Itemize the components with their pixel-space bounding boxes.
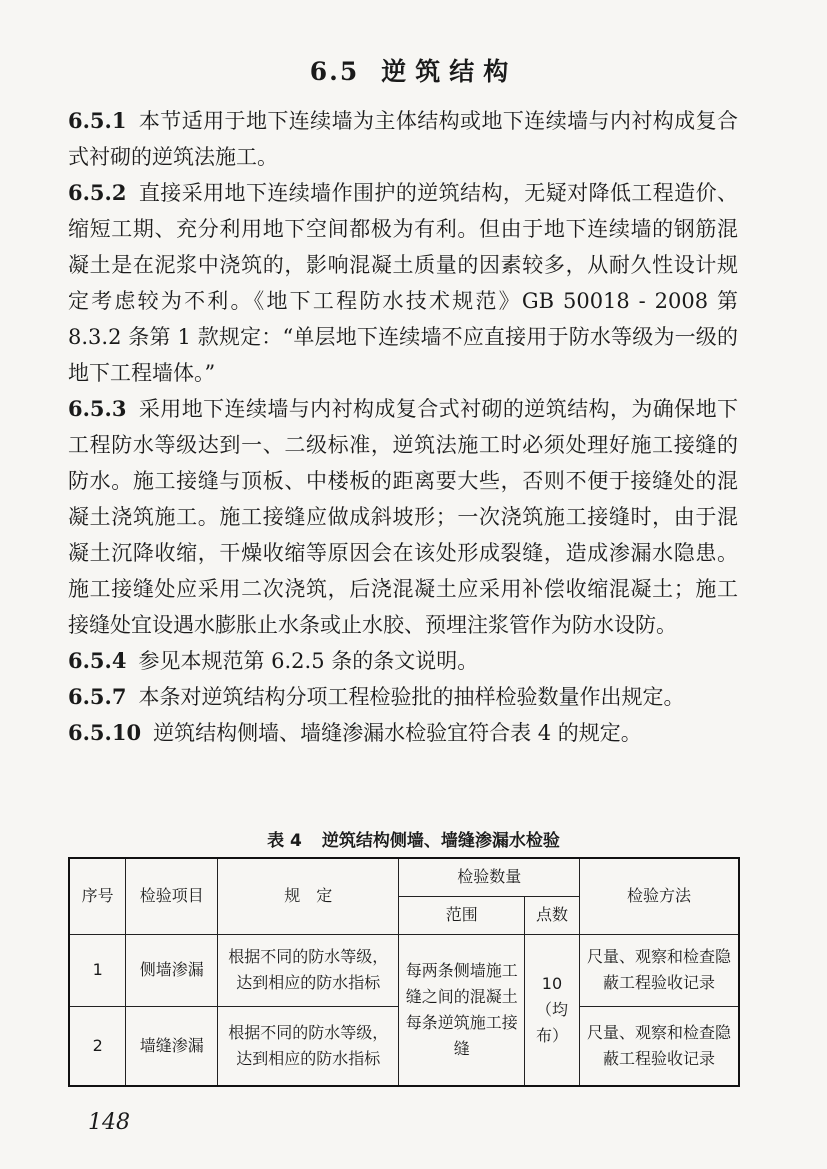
body-text: [68, 103, 738, 751]
header-quantity: 检验数量: [399, 858, 580, 896]
table-header-row: [69, 858, 739, 896]
cell-method: 尺量、观察和检查隐蔽工程验收记录: [579, 1006, 739, 1086]
paragraph-text: 本节适用于地下连续墙为主体结构或地下连续墙与内衬构成复合式衬砌的逆筑法施工。: [68, 109, 738, 169]
clause-number: 6.5.7: [68, 684, 127, 709]
section-title: [0, 52, 827, 88]
cell-seq: 1: [69, 934, 126, 1006]
cell-rule: 根据不同的防水等级，达到相应的防水指标: [218, 1006, 399, 1086]
paragraph: [68, 175, 738, 391]
cell-method: 尺量、观察和检查隐蔽工程验收记录: [579, 934, 739, 1006]
cell-item: 墙缝渗漏: [126, 1006, 218, 1086]
table-caption: [0, 826, 827, 851]
paragraph: [68, 391, 738, 643]
paragraph-text: 直接采用地下连续墙作围护的逆筑结构，无疑对降低工程造价、缩短工期、充分利用地下空间都极为有利。但由于地下连续墙的钢筋混凝土是在泥浆中浇筑的，影响混凝土质量的因素较多，从耐久性设计规定考虑较为不利。《地下工程防水技术规范》GB 50018 - 2008 第 8.3.2 条第 1 款规定：“单层地下连续墙不应直接用于防水等级为一级的地下工程墙体。”: [68, 181, 738, 385]
paragraph: [68, 715, 738, 751]
paragraph: [68, 679, 738, 715]
table-caption-number: 表 4: [267, 831, 302, 851]
header-method: 检验方法: [579, 858, 739, 934]
table-row: [69, 934, 739, 1006]
cell-item: 侧墙渗漏: [126, 934, 218, 1006]
cell-seq: 2: [69, 1006, 126, 1086]
paragraph-text: 逆筑结构侧墙、墙缝渗漏水检验宜符合表 4 的规定。: [153, 721, 642, 745]
paragraph: [68, 103, 738, 175]
clause-number: 6.5.4: [68, 648, 127, 673]
clause-number: 6.5.3: [68, 396, 127, 421]
paragraph-text: 参见本规范第 6.2.5 条的条文说明。: [138, 649, 479, 673]
section-name: 逆筑结构: [381, 57, 518, 86]
clause-number: 6.5.2: [68, 180, 127, 205]
inspection-table: [68, 857, 740, 1087]
header-seq: 序号: [69, 858, 126, 934]
clause-number: 6.5.1: [68, 108, 127, 133]
clause-number: 6.5.10: [68, 720, 142, 745]
header-points: 点数: [525, 896, 580, 934]
page-number: 148: [88, 1110, 130, 1135]
cell-rule: 根据不同的防水等级，达到相应的防水指标: [218, 934, 399, 1006]
paragraph-text: 本条对逆筑结构分项工程检验批的抽样检验数量作出规定。: [138, 685, 685, 709]
header-item: 检验项目: [126, 858, 218, 934]
cell-points: 10（均布）: [525, 934, 580, 1086]
cell-range: 每两条侧墙施工缝之间的混凝土每条逆筑施工接缝: [399, 934, 525, 1086]
paragraph-text: 采用地下连续墙与内衬构成复合式衬砌的逆筑结构，为确保地下工程防水等级达到一、二级标准，逆筑法施工时必须处理好施工接缝的防水。施工接缝与顶板、中楼板的距离要大些，否则不便于接缝处的混凝土浇筑施工。施工接缝应做成斜坡形；一次浇筑施工接缝时，由于混凝土沉降收缩，干燥收缩等原因会在该处形成裂缝，造成渗漏水隐患。施工接缝处应采用二次浇筑，后浇混凝土应采用补偿收缩混凝土；施工接缝处宜设遇水膨胀止水条或止水胶、预埋注浆管作为防水设防。: [68, 397, 738, 637]
header-rule: 规 定: [218, 858, 399, 934]
section-number: 6.5: [309, 57, 360, 86]
table-caption-text: 逆筑结构侧墙、墙缝渗漏水检验: [321, 831, 560, 851]
paragraph: [68, 643, 738, 679]
header-range: 范围: [399, 896, 525, 934]
